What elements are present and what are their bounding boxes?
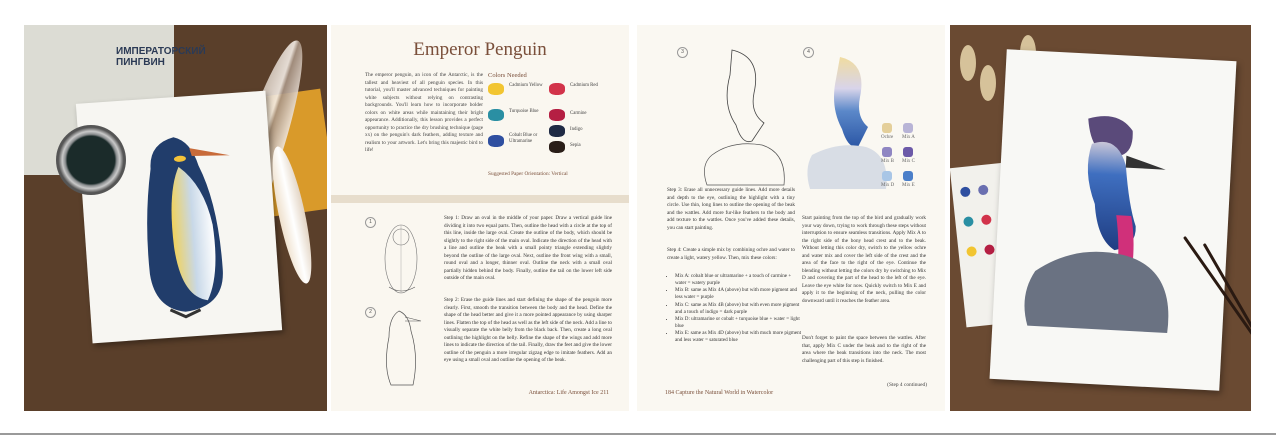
page-title: Emperor Penguin <box>413 39 547 60</box>
step2-sketch <box>371 307 431 389</box>
step3-text: Step 3: Erase all unnecessary guide lines. Add more details and depth to the eye, outlining the highlight with a tiny circle. Use thin, long lines to outline the opening of the beak and the wattles. Add more fur-like feathers to the body and add texture to the wattles. Once you've added these details, you can start painting. <box>667 187 795 231</box>
paint-dot <box>963 216 974 227</box>
swatch-cadmium-red <box>549 83 565 95</box>
paint-dot <box>960 186 971 197</box>
mix-list-item: • Mix A: cobalt blue or ultramarine + a touch of carmine + water = watery purple <box>675 273 803 287</box>
step4-text: Step 4: Create a simple mix by combining ochre and water to create a light, watery yellow. Then, mix these colors: <box>667 247 795 261</box>
book-title <box>116 47 206 68</box>
page-footer: 184 Capture the Natural World in Watercolor <box>665 390 774 396</box>
color-label: Sepia <box>570 143 581 148</box>
compass-icon <box>56 125 126 195</box>
mix-label: Ochre <box>881 135 894 140</box>
swatch-cadmium-yellow <box>488 83 504 95</box>
swatch-carmine <box>549 109 565 121</box>
grass-tuft-icon <box>960 45 976 81</box>
book-title-line-1: ИМПЕРАТОРСКИЙ <box>116 46 206 57</box>
mix-list-item: • Mix C: same as Mix 4B (above) but with even more pigment and a touch of indigo = dark purple <box>675 302 803 316</box>
step4-end: Don't forget to paint the space between the wattles. After that, apply Mix C under the beak and to the right of the area where the beak transitions into the neck. The most challenging part of this step is finished. <box>802 335 926 364</box>
step2-text: Step 2: Erase the guide lines and start defining the shape of the penguin more clearly. First, smooth the transition between the body and the head. Define the shape of the head better and give it a more pointed appearance by using sharper lines. Flatten the top of the head as well as the left side of the neck. Add a line to visually separate the white belly from the black back. Then, create a long oval outlining the highlight on the belly. Refine the shape of the wings and add more lines to indicate the direction of the tail. Finally, draw the feet and give the lower outline of the penguin a more irregular zigzag edge to imitate feathers. Add an eye using a small oval and outline the opening of the beak. <box>444 297 612 364</box>
mix-label: Mix B <box>881 159 894 164</box>
mix-swatch-b <box>882 147 892 157</box>
step1-text: Step 1: Draw an oval in the middle of your paper. Draw a vertical guide line dividing it into two equal parts. Then, outline the head with a circle at the top of this line, inside the large oval. Create the outline of the body, which should be slightly to the right side of the main oval. Indicate the direction of the head with a line and outline the beak with a small pointy triangle extending slightly beyond the outline of the large oval. Next, outline the front wing with a small, round oval and a longer, thinner oval. Outline the neck with a small oval partially hidden behind the body. Finally, outline the tail on the lower left side outside of the main oval. <box>444 215 612 282</box>
mix-list-item: • Mix B: same as Mix 4A (above) but with more pigment and less water = purple <box>675 287 803 301</box>
grass-tuft-icon <box>980 65 996 101</box>
mix-list <box>667 273 803 344</box>
mix-swatch-a <box>903 123 913 133</box>
step-number: 3 <box>677 47 688 58</box>
book-page-right <box>637 25 945 411</box>
swatch-cobalt-blue <box>488 135 504 147</box>
paint-dot <box>978 184 989 195</box>
colors-needed-heading: Colors Needed <box>488 72 527 79</box>
cassowary-photo <box>950 25 1251 411</box>
mix-swatch-e <box>903 171 913 181</box>
color-label: Carmine <box>570 111 587 116</box>
color-label: Cobalt Blue or Ultramarine <box>509 133 538 144</box>
mix-swatch-d <box>882 171 892 181</box>
mix-label: Mix C <box>902 159 915 164</box>
torn-divider <box>331 195 629 203</box>
step1-sketch <box>371 217 431 297</box>
step4-continuation: Start painting from the top of the bird and gradually work your way down, trying to work through these steps without interruption to ensure seamless transitions. Apply Mix A to the right side of the bony head crest and to the beak. Without letting this color dry, switch to the yellow ochre and water mix and cover the left side of the crest and the area of the face to the right of the eye. Continue the blending without letting the colors dry by switching to Mix D and covering the part of the head to the left of the eye. Leave the eye white for now. Quickly switch to Mix E and apply it to the beginning of the neck, pulling the color downward until it reaches the feather area. <box>802 215 926 304</box>
page-footer: Antarctica: Life Amongst Ice 211 <box>528 390 609 396</box>
swatch-turquoise-blue <box>488 109 504 121</box>
paint-dot <box>966 246 977 257</box>
color-label: Indigo <box>570 127 583 132</box>
paint-dot <box>981 214 992 225</box>
swatch-indigo <box>549 125 565 137</box>
color-label: Cadmium Red <box>570 83 598 88</box>
color-label: Turquoise Blue <box>509 109 539 114</box>
penguin-photo <box>24 25 327 411</box>
step-number: 4 <box>803 47 814 58</box>
book-page-left <box>331 25 629 411</box>
step-number: 2 <box>365 307 376 318</box>
continued-label: (Step 4 continued) <box>887 382 927 388</box>
mix-swatch-ochre <box>882 123 892 133</box>
swatch-sepia <box>549 141 565 153</box>
step3-sketch <box>692 45 797 195</box>
book-title-line-2: ПИНГВИН <box>116 56 165 68</box>
mix-label: Mix A <box>902 135 915 140</box>
mix-list-item: • Mix E: same as Mix 4D (above) but with much more pigment and less water = saturated blue <box>675 330 803 344</box>
cassowary-painting <box>990 49 1237 391</box>
painting-paper <box>990 49 1237 391</box>
step-number: 1 <box>365 217 376 228</box>
intro-paragraph: The emperor penguin, an icon of the Antarctic, is the tallest and heaviest of all penguin species. In this tutorial, you'll master advanced techniques for painting white subjects without relying on contrasting backgrounds. You'll learn how to incorporate bolder colors on white areas while maintaining their bright appearance. Additionally, this lesson provides a perfect opportunity to practice the dry brushing technique (page xx) on the penguin's dark feathers, adding texture and realism to your artwork. Let's bring this majestic bird to life! <box>365 72 483 154</box>
paint-dot <box>984 244 995 255</box>
mix-list-item: • Mix D: ultramarine or cobalt + turquoise blue + water = light blue <box>675 316 803 330</box>
mix-label: Mix E <box>902 183 915 188</box>
paper-orientation: Suggested Paper Orientation: Vertical <box>488 171 568 177</box>
mix-swatch-c <box>903 147 913 157</box>
step4-painting <box>802 45 895 195</box>
color-label: Cadmium Yellow <box>509 83 543 88</box>
mix-label: Mix D <box>881 183 895 188</box>
